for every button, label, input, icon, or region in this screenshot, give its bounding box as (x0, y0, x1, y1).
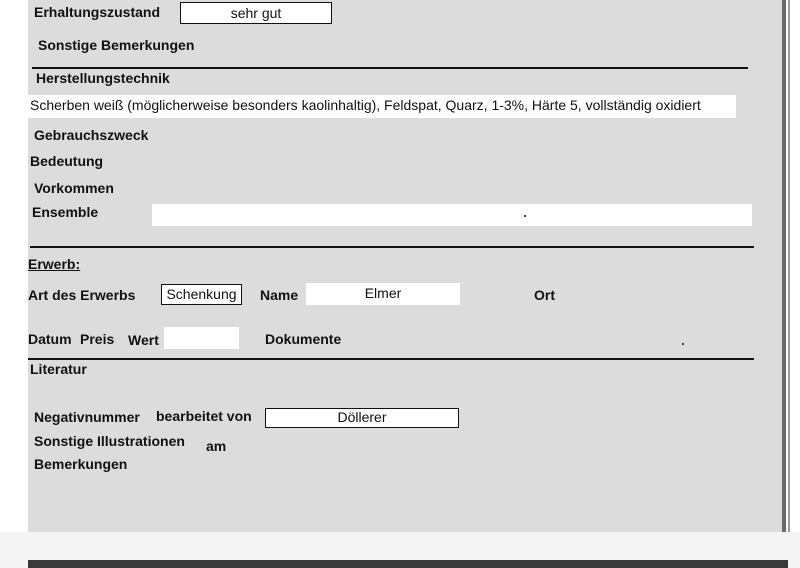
wert-label: Wert (128, 332, 159, 348)
gebrauchszweck-label: Gebrauchszweck (34, 127, 149, 143)
literatur-label: Literatur (30, 361, 87, 377)
datum-label: Datum (28, 331, 72, 347)
art-des-erwerbs-field[interactable]: Schenkung (161, 284, 242, 305)
ort-label: Ort (534, 287, 555, 303)
erhaltungszustand-field[interactable]: sehr gut (180, 2, 332, 24)
bearbeitet-von-label: bearbeitet von (156, 408, 252, 424)
name-field[interactable]: Elmer (306, 283, 460, 305)
bearbeitet-von-field[interactable]: Döllerer (265, 408, 459, 428)
herstellungstechnik-label: Herstellungstechnik (36, 70, 170, 86)
erwerb-heading: Erwerb: (28, 256, 81, 272)
ensemble-label: Ensemble (32, 204, 99, 220)
dokumente-label: Dokumente (265, 331, 342, 347)
negativnummer-label: Negativnummer (34, 409, 140, 425)
erhaltungszustand-label: Erhaltungszustand (34, 4, 161, 20)
scan-edge (28, 560, 788, 568)
bemerkungen-label: Bemerkungen (34, 456, 128, 472)
sonstige-bemerkungen-label: Sonstige Bemerkungen (38, 37, 195, 53)
am-label: am (206, 438, 227, 454)
herstellungstechnik-field[interactable]: Scherben weiß (möglicherweise besonders kaolinhaltig), Feldspat, Quarz, 1-3%, Härte 5, vollständig oxidiert (28, 95, 736, 118)
scan-edge (782, 0, 786, 532)
section-divider (28, 358, 754, 360)
bedeutung-label: Bedeutung (30, 153, 104, 169)
record-form (28, 0, 782, 532)
section-divider (32, 67, 748, 69)
sonstige-illustrationen-label: Sonstige Illustrationen (34, 433, 185, 449)
name-label: Name (260, 287, 299, 303)
scan-speck (682, 343, 684, 345)
ensemble-field[interactable] (152, 204, 752, 226)
vorkommen-label: Vorkommen (34, 180, 114, 196)
wert-field[interactable] (164, 327, 239, 349)
section-divider (30, 246, 754, 248)
preis-label: Preis (80, 331, 115, 347)
scan-speck (524, 215, 526, 217)
art-des-erwerbs-label: Art des Erwerbs (28, 287, 136, 303)
scan-edge (788, 0, 790, 540)
